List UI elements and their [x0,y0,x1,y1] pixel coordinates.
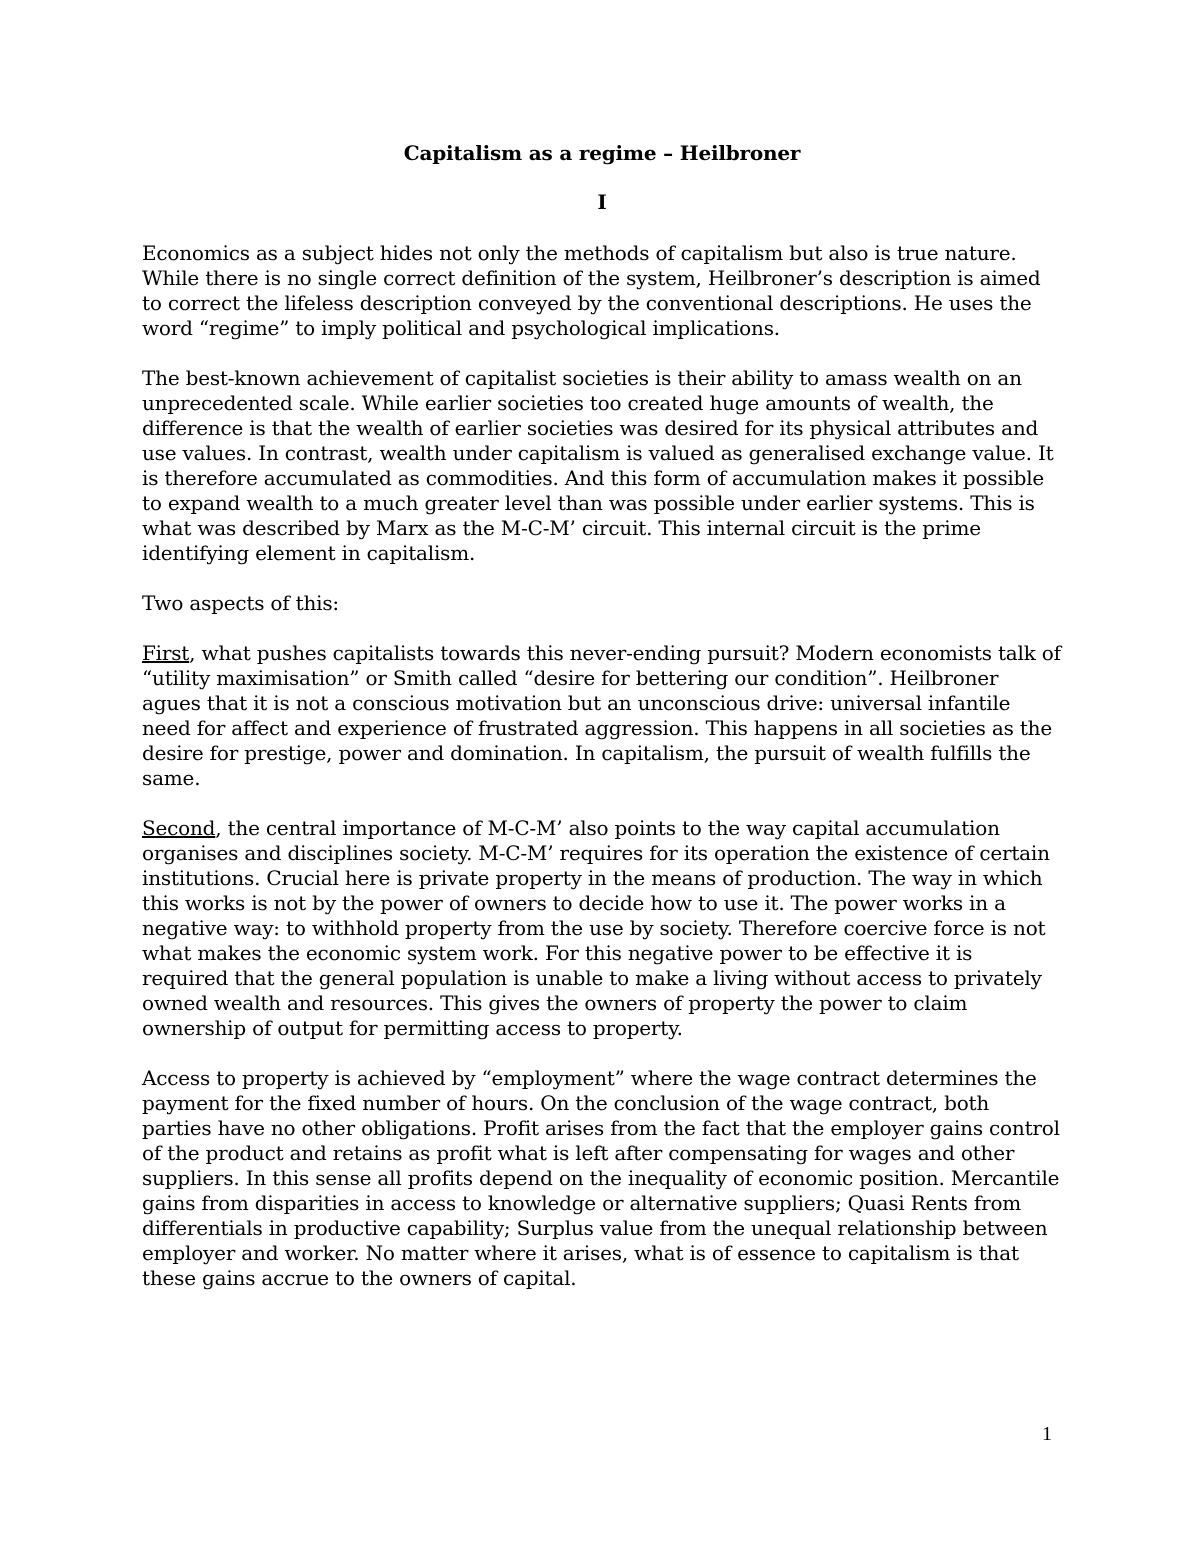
paragraph-text: Access to property is achieved by “employment” where the wage contract determines the payment for the fixed number of hours. On the conclusion of the wage contract, both parties have no other obligations. Profit arises from the fact that the employer gains control of the product and retains as profit what is left after compensating for wages and other suppliers. In this sense all profits depend on the inequality of economic position. Mercantile gains from disparities in access to knowledge or alternative suppliers; Quasi Rents from differentials in productive capability; Surplus value from the unequal relationship between employer and worker. No matter where it arises, what is of essence to capitalism is that these gains accrue to the owners of capital. [142,1066,1060,1290]
paragraph-first-aspect [142,641,1062,791]
paragraph-text: , the central importance of M-C-M’ also points to the way capital accumulation organises and disciplines society. M-C-M’ requires for its operation the existence of certain institutions. Crucial here is private property in the means of production. The way in which this works is not by the power of owners to decide how to use it. The power works in a negative way: to withhold property from the use by society. Therefore coercive force is not what makes the economic system work. For this negative power to be effective it is required that the general population is unable to make a living without access to privately owned wealth and resources. This gives the owners of property the power to claim ownership of output for permitting access to property. [142,816,1050,1040]
paragraph-text: Economics as a subject hides not only the methods of capitalism but also is true nature. While there is no single correct definition of the system, Heilbroner’s description is aimed to correct the lifeless description conveyed by the conventional descriptions. He uses the word “regime” to imply political and psychological implications. [142,241,1041,340]
paragraph-wealth [142,366,1062,566]
page-number: 1 [1042,1423,1052,1445]
paragraph-lead-first: First [142,641,190,665]
paragraph-access-to-property [142,1066,1062,1291]
paragraph-text: , what pushes capitalists towards this never-ending pursuit? Modern economists talk of “utility maximisation” or Smith called “desire for bettering our condition”. Heilbroner agues that it is not a conscious motivation but an unconscious drive: universal infantile need for affect and experience of frustrated aggression. This happens in all societies as the desire for prestige, power and domination. In capitalism, the pursuit of wealth fulfills the same. [142,641,1061,790]
section-number: I [597,190,607,214]
paragraph-intro [142,241,1062,341]
document-title: Capitalism as a regime – Heilbroner [403,141,801,165]
document-body [142,138,1062,1291]
paragraph-lead-second: Second [142,816,216,840]
paragraph-two-aspects [142,591,1062,616]
paragraph-text: The best-known achievement of capitalist societies is their ability to amass wealth on an unprecedented scale. While earlier societies too created huge amounts of wealth, the difference is that the wealth of earlier societies was desired for its physical attributes and use values. In contrast, wealth under capitalism is valued as generalised exchange value. It is therefore accumulated as commodities. And this form of accumulation makes it possible to expand wealth to a much greater level than was possible under earlier systems. This is what was described by Marx as the M-C-M’ circuit. This internal circuit is the prime identifying element in capitalism. [142,366,1054,565]
paragraph-second-aspect [142,816,1062,1041]
paragraph-text: Two aspects of this: [142,591,339,615]
